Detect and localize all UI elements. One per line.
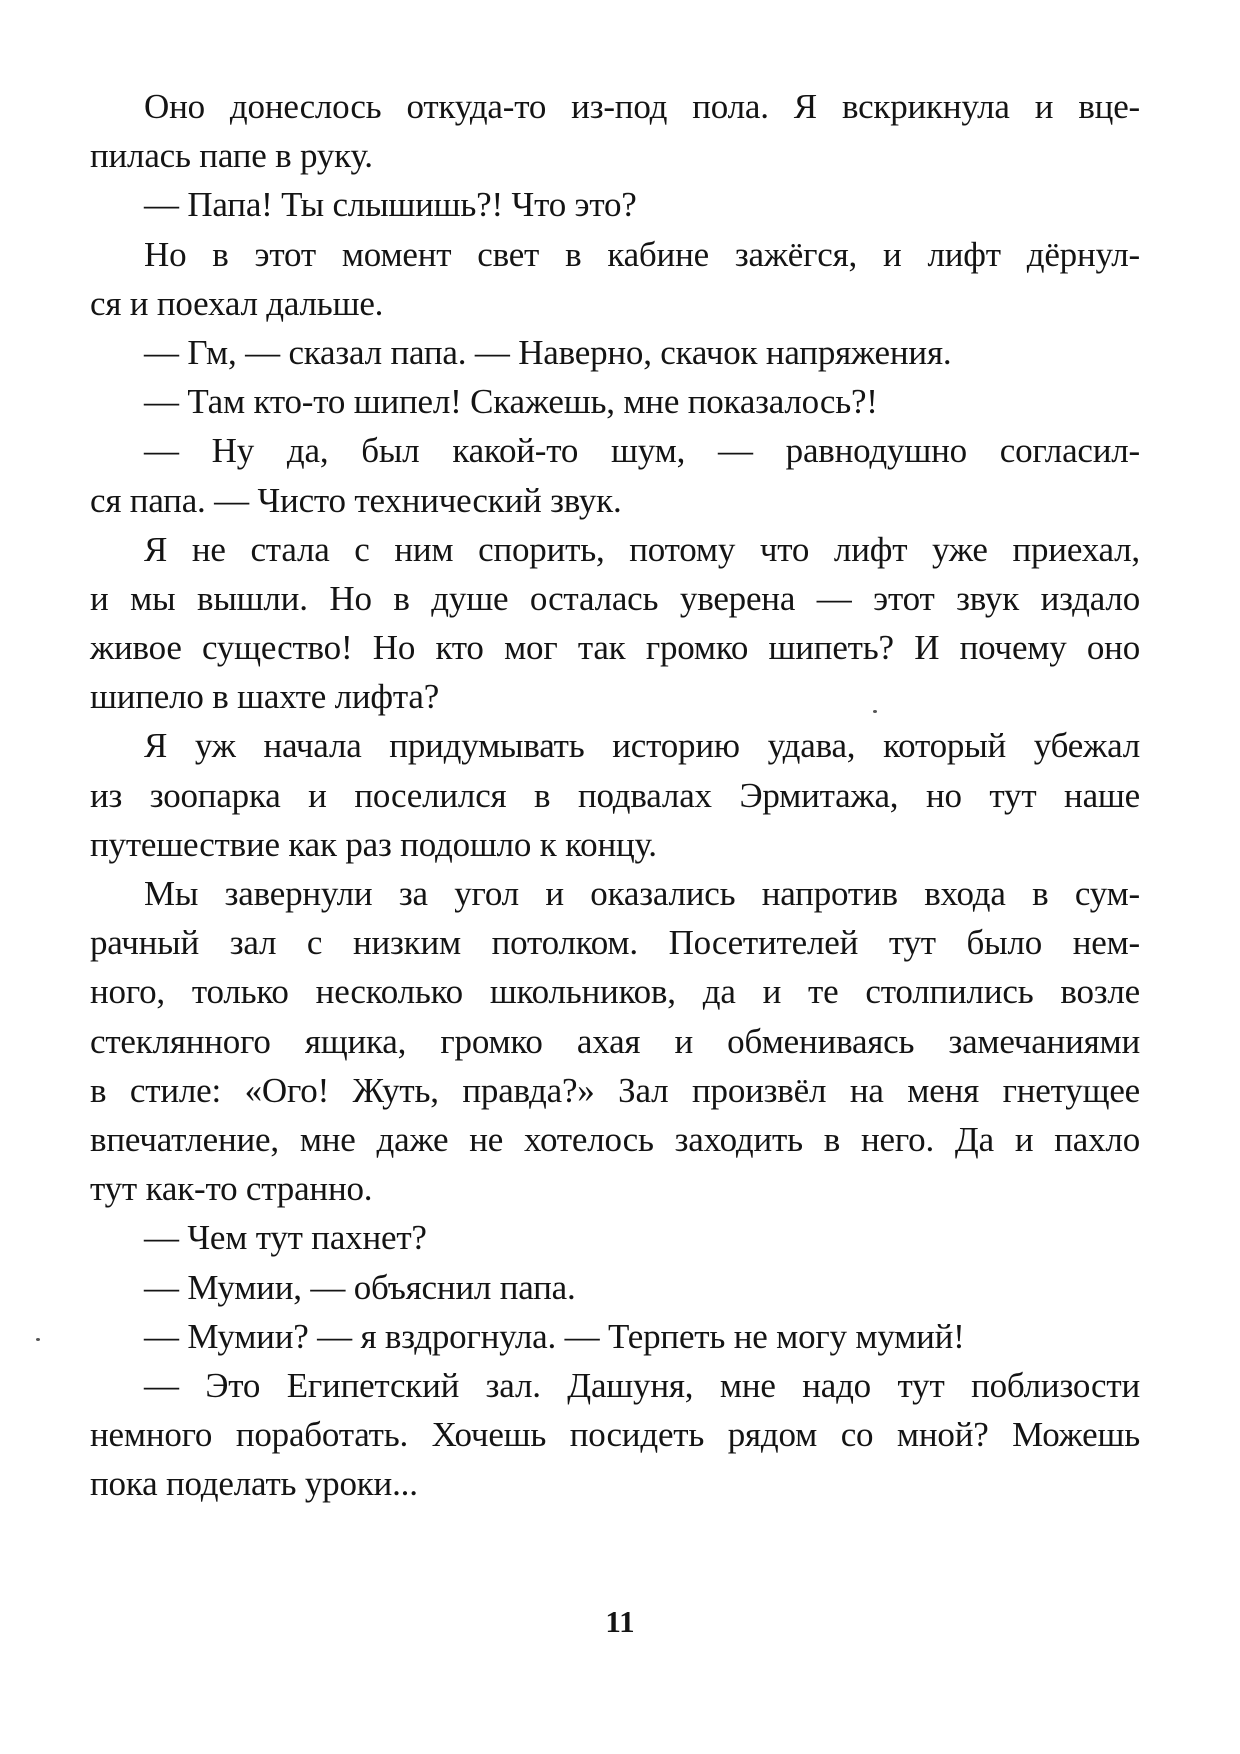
- text-line: живое существо! Но кто мог так громко шипеть? И почему оно: [90, 628, 1140, 668]
- text-line: — Мумии, — объяснил папа.: [144, 1267, 576, 1307]
- text-line: шипело в шахте лифта?: [90, 677, 440, 717]
- text-line: ся папа. — Чисто технический звук.: [90, 480, 622, 520]
- page-number: 11: [605, 1604, 635, 1639]
- text-line: тут как-то странно.: [90, 1169, 373, 1209]
- text-line: Оно донеслось откуда-то из-под пола. Я вскрикнула и вце-: [144, 87, 1140, 126]
- text-line: — Папа! Ты слышишь?! Что это?: [144, 185, 637, 225]
- text-line: Я не стала с ним спорить, потому что лифт уже приехал,: [144, 529, 1140, 569]
- scan-speck: [36, 1338, 40, 1341]
- body-text: [90, 82, 1140, 1508]
- text-line: — Мумии? — я вздрогнула. — Терпеть не могу мумий!: [144, 1316, 965, 1356]
- text-line: — Чем тут пахнет?: [144, 1218, 427, 1258]
- text-line: путешествие как раз подошло к концу.: [90, 824, 657, 864]
- text-line: рачный зал с низким потолком. Посетителей тут было нем-: [90, 923, 1140, 963]
- text-line: — Это Египетский зал. Дашуня, мне надо тут поблизости: [144, 1365, 1140, 1405]
- text-line: ся и поехал дальше.: [90, 283, 384, 323]
- text-line: впечатление, мне даже не хотелось заходить в него. Да и пахло: [90, 1119, 1140, 1159]
- text-line: из зоопарка и поселился в подвалах Эрмитажа, но тут наше: [90, 775, 1140, 815]
- text-line: ного, только несколько школьников, да и те столпились возле: [90, 972, 1140, 1012]
- text-line: — Ну да, был какой-то шум, — равнодушно согласил-: [144, 431, 1140, 471]
- text-line: пилась папе в руку.: [90, 136, 373, 176]
- text-line: пока поделать уроки...: [90, 1464, 418, 1504]
- text-line: — Там кто-то шипел! Скажешь, мне показалось?!: [144, 382, 878, 422]
- text-line: немного поработать. Хочешь посидеть рядом со мной? Можешь: [90, 1415, 1140, 1455]
- text-line: стеклянного ящика, громко ахая и обмениваясь замечаниями: [90, 1021, 1140, 1061]
- text-line: Но в этот момент свет в кабине зажёгся, и лифт дёрнул-: [144, 234, 1140, 274]
- text-line: и мы вышли. Но в душе осталась уверена — этот звук издало: [90, 578, 1140, 618]
- scan-speck: [873, 710, 877, 713]
- text-line: Мы завернули за угол и оказались напротив входа в сум-: [144, 874, 1140, 913]
- text-line: в стиле: «Ого! Жуть, правда?» Зал произвёл на меня гнетущее: [90, 1070, 1140, 1110]
- text-line: Я уж начала придумывать историю удава, который убежал: [144, 726, 1140, 766]
- text-line: — Гм, — сказал папа. — Наверно, скачок напряжения.: [144, 332, 952, 372]
